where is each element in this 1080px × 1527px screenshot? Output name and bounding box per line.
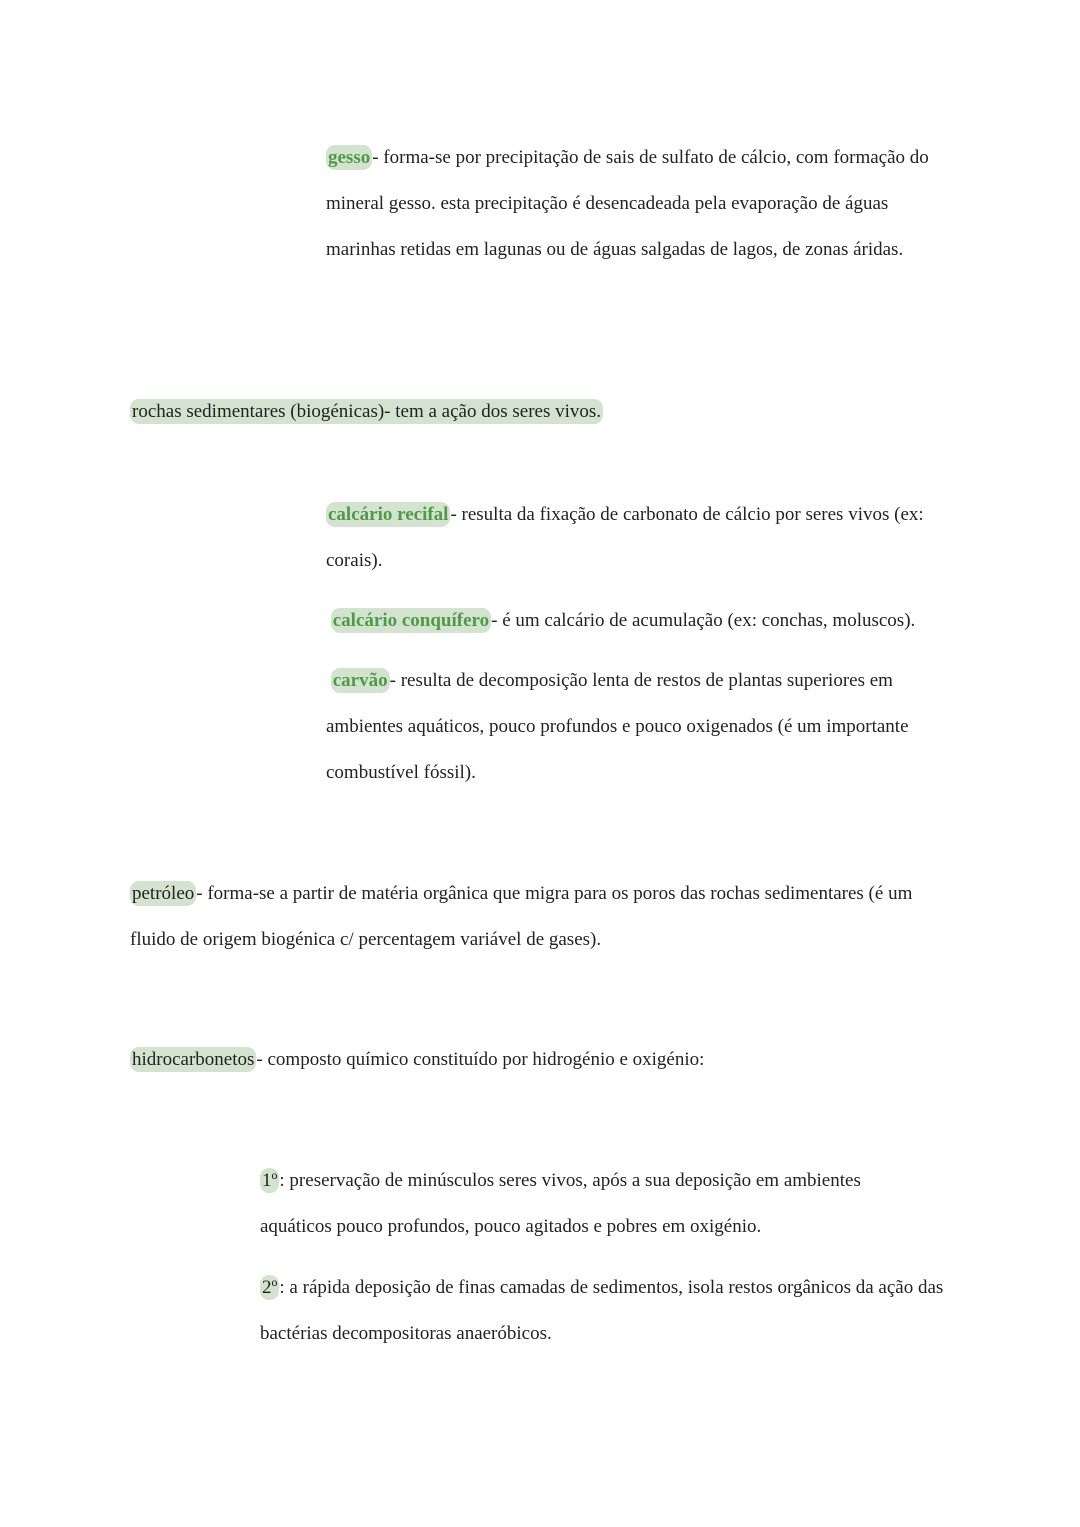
term-step-1: 1º (262, 1170, 278, 1191)
paragraph-carvao (326, 658, 956, 796)
text-hidrocarbonetos: - composto químico constituído por hidrogénio e oxigénio: (256, 1049, 705, 1070)
term-gesso: gesso (328, 147, 371, 168)
paragraph-petroleo (130, 871, 960, 963)
text-calcario-conquifero: - é um calcário de acumulação (ex: conchas, moluscos). (491, 610, 916, 631)
paragraph-calcario-conquifero (326, 598, 966, 644)
paragraph-gesso (326, 135, 956, 273)
term-calcario-recifal: calcário recifal (328, 504, 449, 525)
term-step-2: 2º (262, 1277, 278, 1298)
text-step-1: : preservação de minúsculos seres vivos, após a sua deposição em ambientes aquáticos pouco profundos, pouco agitados e pobres em oxigénio. (260, 1170, 861, 1237)
paragraph-calcario-recifal (326, 492, 946, 584)
term-hidrocarbonetos: hidrocarbonetos (132, 1049, 255, 1070)
text-step-2: : a rápida deposição de finas camadas de sedimentos, isola restos orgânicos da ação das bactérias decompositoras anaeróbicos. (260, 1277, 944, 1344)
text-petroleo: - forma-se a partir de matéria orgânica que migra para os poros das rochas sedimentares (é um fluido de origem biogénica c/ percentagem variável de gases). (130, 883, 913, 950)
heading-biogenicas (130, 389, 950, 435)
paragraph-hidrocarbonetos (130, 1037, 960, 1083)
paragraph-step-1 (260, 1158, 910, 1250)
text-calcario-recifal: - resulta da fixação de carbonato de cálcio por seres vivos (ex: corais). (326, 504, 924, 571)
term-calcario-conquifero: calcário conquífero (332, 610, 490, 631)
paragraph-step-2 (260, 1265, 960, 1357)
text-carvao: - resulta de decomposição lenta de restos de plantas superiores em ambientes aquáticos, pouco profundos e pouco oxigenados (é um importante combustível fóssil). (326, 670, 909, 783)
term-petroleo: petróleo (132, 883, 195, 904)
heading-biogenicas-text: rochas sedimentares (biogénicas)- tem a ação dos seres vivos. (132, 401, 602, 422)
text-gesso: - forma-se por precipitação de sais de sulfato de cálcio, com formação do mineral gesso. esta precipitação é desencadeada pela evaporação de águas marinhas retidas em lagunas ou de águas salgadas de lagos, de zonas áridas. (326, 147, 929, 260)
term-carvao: carvão (332, 670, 388, 691)
